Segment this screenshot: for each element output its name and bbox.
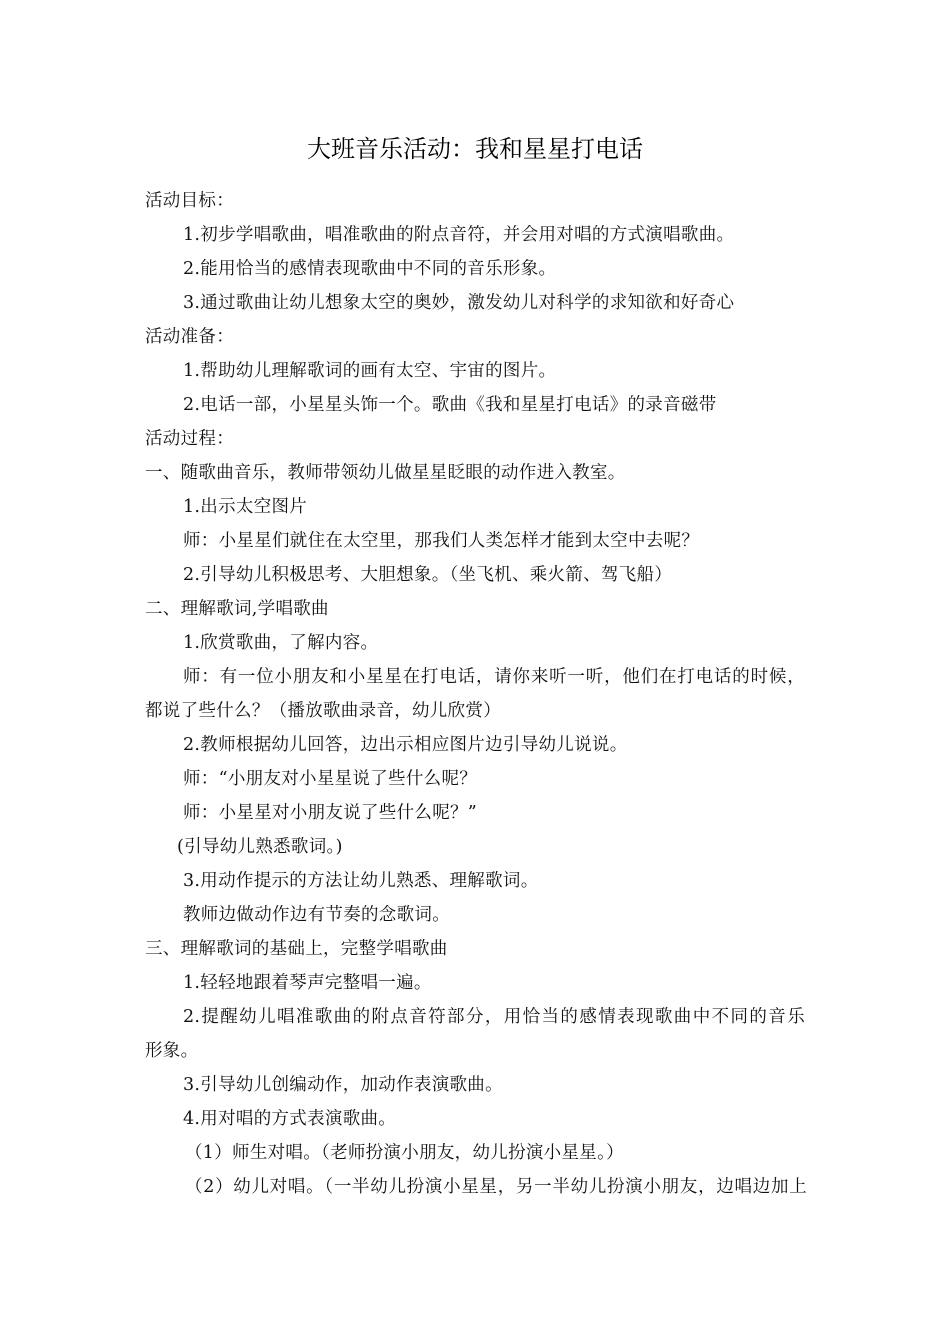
paragraph-line: 3.通过歌曲让幼儿想象太空的奥妙，激发幼儿对科学的求知欲和好奇心	[183, 293, 735, 313]
paragraph-line: 3.用动作提示的方法让幼儿熟悉、理解歌词。	[183, 871, 539, 891]
paragraph-line: 2.教师根据幼儿回答，边出示相应图片边引导幼儿说说。	[183, 735, 628, 755]
step-heading-3: 三、理解歌词的基础上，完整学唱歌曲	[145, 939, 448, 959]
paragraph-line: 形象。	[145, 1041, 199, 1061]
paragraph-line: 3.引导幼儿创编动作，加动作表演歌曲。	[183, 1075, 503, 1095]
paragraph-line: 师：有一位小朋友和小星星在打电话，请你来听一听，他们在打电话的时候，	[183, 667, 805, 687]
paragraph-line: 教师边做动作边有节奏的念歌词。	[183, 905, 450, 925]
paragraph-line: 师：小星星对小朋友说了些什么呢？”	[183, 803, 478, 823]
step-heading-1: 一、随歌曲音乐，教师带领幼儿做星星眨眼的动作进入教室。	[145, 463, 626, 483]
paragraph-line: (引导幼儿熟悉歌词。)	[177, 837, 343, 857]
paragraph-line: 都说了些什么？（播放歌曲录音，幼儿欣赏）	[145, 701, 501, 721]
paragraph-line: 2.提醒幼儿唱准歌曲的附点音符部分，用恰当的感情表现歌曲中不同的音乐	[183, 1007, 805, 1027]
section-heading-preparation: 活动准备：	[145, 327, 234, 347]
paragraph-line: 2.引导幼儿积极思考、大胆想象。（坐飞机、乘火箭、驾飞船）	[183, 565, 673, 585]
paragraph-line: 1.出示太空图片	[183, 497, 308, 517]
section-heading-goals: 活动目标：	[145, 191, 234, 211]
paragraph-line: （1）师生对唱。（老师扮演小朋友，幼儿扮演小星星。）	[185, 1143, 624, 1163]
step-heading-2: 二、理解歌词,学唱歌曲	[145, 599, 329, 619]
paragraph-line: 1.轻轻地跟着琴声完整唱一遍。	[183, 973, 432, 993]
paragraph-line: 2.电话一部，小星星头饰一个。歌曲《我和星星打电话》的录音磁带	[183, 395, 717, 415]
paragraph-line: 1.帮助幼儿理解歌词的画有太空、宇宙的图片。	[183, 361, 557, 381]
paragraph-line: 1.初步学唱歌曲，唱准歌曲的附点音符，并会用对唱的方式演唱歌曲。	[183, 225, 735, 245]
document-title: 大班音乐活动：我和星星打电话	[307, 135, 643, 163]
paragraph-line: 4.用对唱的方式表演歌曲。	[183, 1109, 397, 1129]
paragraph-line: 1.欣赏歌曲，了解内容。	[183, 633, 379, 653]
paragraph-line: （2）幼儿对唱。（一半幼儿扮演小星星，另一半幼儿扮演小朋友，边唱边加上	[185, 1177, 807, 1197]
paragraph-line: 师：小星星们就住在太空里，那我们人类怎样才能到太空中去呢？	[183, 531, 700, 551]
paragraph-line: 2.能用恰当的感情表现歌曲中不同的音乐形象。	[183, 259, 557, 279]
section-heading-process: 活动过程：	[145, 429, 234, 449]
paragraph-line: 师：“小朋友对小星星说了些什么呢？	[183, 769, 478, 789]
